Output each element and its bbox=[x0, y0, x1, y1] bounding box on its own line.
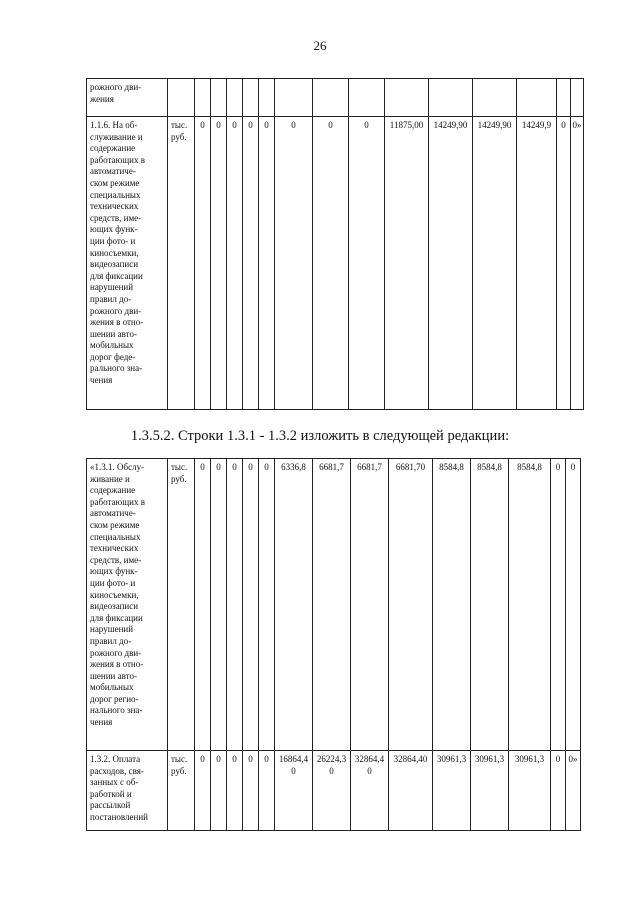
unit-cell: тыс. руб. bbox=[168, 751, 195, 831]
value-cell: 0 bbox=[349, 117, 385, 410]
value-cell: 0 bbox=[259, 751, 275, 831]
table-continuation bbox=[86, 78, 584, 410]
table-row bbox=[87, 459, 581, 751]
table-new-edition bbox=[86, 458, 581, 831]
value-cell: 0 bbox=[259, 459, 275, 751]
value-cell: 16864,4 0 bbox=[275, 751, 313, 831]
value-cell: 0 bbox=[211, 117, 227, 410]
unit-cell: тыс. руб. bbox=[168, 459, 195, 751]
value-cell: 0 bbox=[566, 459, 581, 751]
value-cell: 14249,90 bbox=[429, 117, 473, 410]
value-cell: 0 bbox=[227, 459, 243, 751]
value-cell: 0» bbox=[566, 751, 581, 831]
row-name-cell: 1.1.6. На об- служивание и содержание работающих в автоматиче- ском режиме специальных технических средств, име- ющих функ- ции фото- и киносъемки, видеозаписи для фиксации нарушений правил до- рожного дви- жения в отно- шении авто- мобильных дорог феде- рального зна- чения bbox=[87, 117, 168, 410]
value-cell: 0 bbox=[195, 751, 211, 831]
value-cell: 0 bbox=[227, 751, 243, 831]
value-cell: 30961,3 bbox=[433, 751, 471, 831]
value-cell: 30961,3 bbox=[509, 751, 551, 831]
value-cell: 0 bbox=[243, 459, 259, 751]
table-row bbox=[87, 751, 581, 831]
value-cell: 0 bbox=[313, 117, 349, 410]
value-cell: 0 bbox=[227, 117, 243, 410]
row-name-cell: «1.3.1. Обслу- живание и содержание работающих в автоматиче- ском режиме специальных технических средств, име- ющих функ- ции фото- и киносъемки, видеозаписи для фиксации нарушений правил до- рожного дви- жения в отно- шении авто- мобильных дорог регио- нального зна- чения bbox=[87, 459, 168, 751]
value-cell: 32864,4 0 bbox=[351, 751, 389, 831]
value-cell: 0 bbox=[259, 117, 275, 410]
value-cell: 6681,7 bbox=[313, 459, 351, 751]
value-cell: 0 bbox=[243, 117, 259, 410]
value-cell: 0» bbox=[571, 117, 584, 410]
table-row bbox=[87, 117, 584, 410]
section-heading: 1.3.5.2. Строки 1.3.1 - 1.3.2 изложить в следующей редакции: bbox=[130, 428, 510, 444]
value-cell: 0 bbox=[195, 117, 211, 410]
value-cell: 0 bbox=[211, 751, 227, 831]
value-cell: 0 bbox=[195, 459, 211, 751]
value-cell: 0 bbox=[557, 117, 571, 410]
value-cell: 11875,00 bbox=[385, 117, 429, 410]
value-cell: 6681,7 bbox=[351, 459, 389, 751]
value-cell: 0 bbox=[211, 459, 227, 751]
value-cell: 8584,8 bbox=[509, 459, 551, 751]
row-name-cell: 1.3.2. Оплата расходов, свя- занных с об- работкой и рассылкой постановлений bbox=[87, 751, 168, 831]
value-cell: 14249,90 bbox=[473, 117, 517, 410]
value-cell: 6336,8 bbox=[275, 459, 313, 751]
value-cell: 0 bbox=[551, 751, 566, 831]
value-cell: 8584,8 bbox=[433, 459, 471, 751]
table-row bbox=[87, 79, 584, 117]
value-cell: 0 bbox=[551, 459, 566, 751]
value-cell: 30961,3 bbox=[471, 751, 509, 831]
value-cell: 26224,3 0 bbox=[313, 751, 351, 831]
value-cell: 6681,70 bbox=[389, 459, 433, 751]
value-cell: 0 bbox=[243, 751, 259, 831]
value-cell: 14249,9 bbox=[517, 117, 557, 410]
value-cell: 8584,8 bbox=[471, 459, 509, 751]
value-cell: 32864,40 bbox=[389, 751, 433, 831]
value-cell: 0 bbox=[275, 117, 313, 410]
unit-cell: тыс. руб. bbox=[168, 117, 195, 410]
row-name-cell: рожного дви- жения bbox=[87, 79, 168, 117]
page-number: 26 bbox=[313, 38, 327, 53]
